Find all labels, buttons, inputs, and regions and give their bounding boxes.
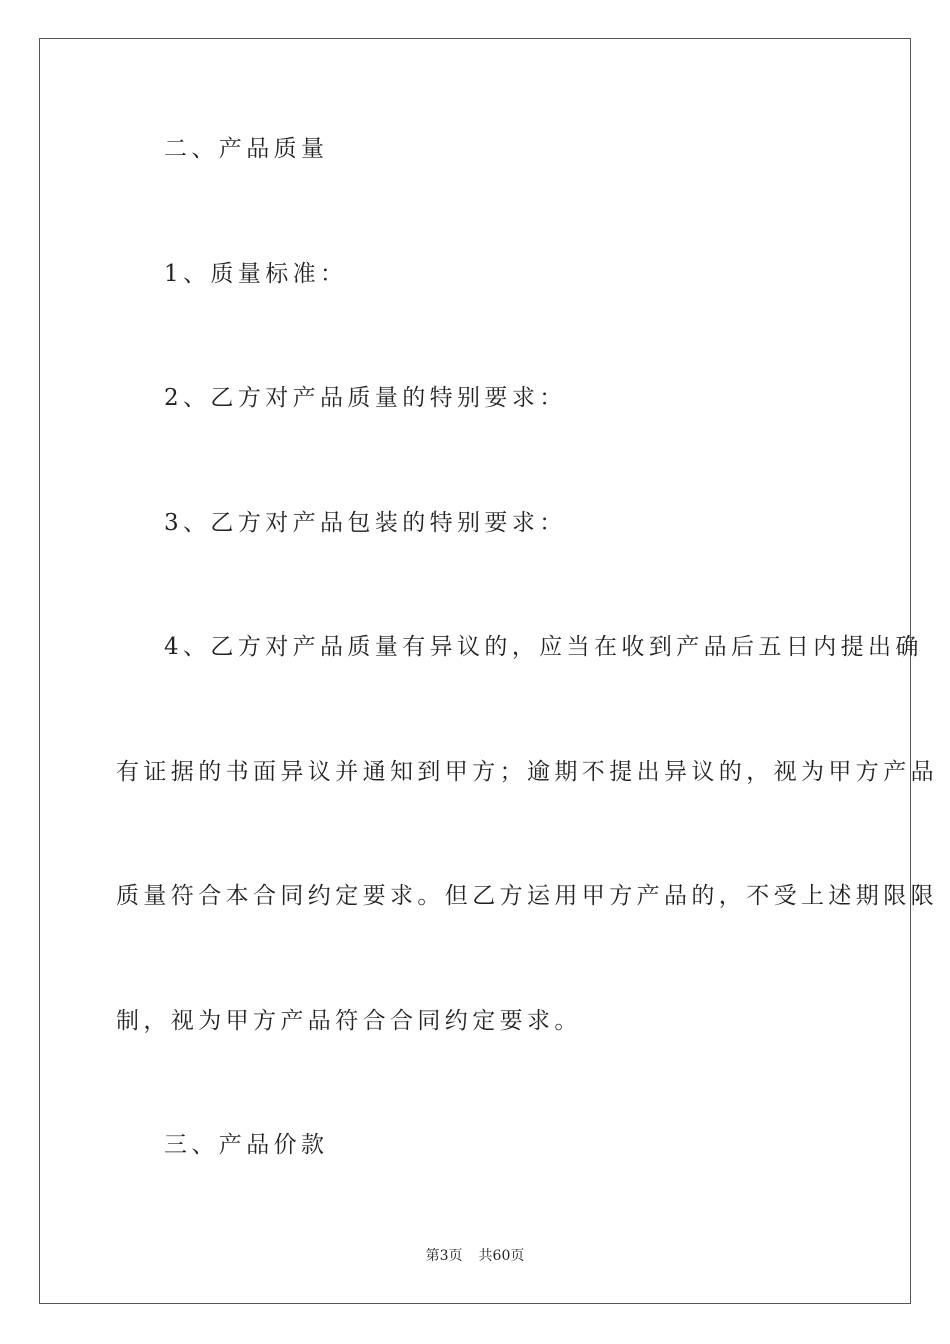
section-heading-quality: 二、产品质量 <box>164 136 329 162</box>
page-number: 第3页 <box>425 1248 463 1264</box>
clause-4-line-3: 质量符合本合同约定要求。但乙方运用甲方产品的，不受上述期限限 <box>116 883 938 909</box>
page-footer <box>0 1246 950 1266</box>
clause-2-special-quality-requirements: 2、乙方对产品质量的特别要求： <box>164 385 567 411</box>
page-total: 共60页 <box>478 1248 525 1264</box>
section-heading-price: 三、产品价款 <box>164 1132 329 1158</box>
clause-4-line-1: 4、乙方对产品质量有异议的，应当在收到产品后五日内提出确 <box>164 634 923 660</box>
clause-1-quality-standard: 1、质量标准： <box>164 261 348 287</box>
clause-4-line-4: 制，视为甲方产品符合合同约定要求。 <box>116 1008 582 1034</box>
clause-3-special-packaging-requirements: 3、乙方对产品包装的特别要求： <box>164 510 567 536</box>
clause-4-line-2: 有证据的书面异议并通知到甲方；逾期不提出异议的，视为甲方产品 <box>116 759 938 785</box>
page-border <box>39 38 938 1304</box>
